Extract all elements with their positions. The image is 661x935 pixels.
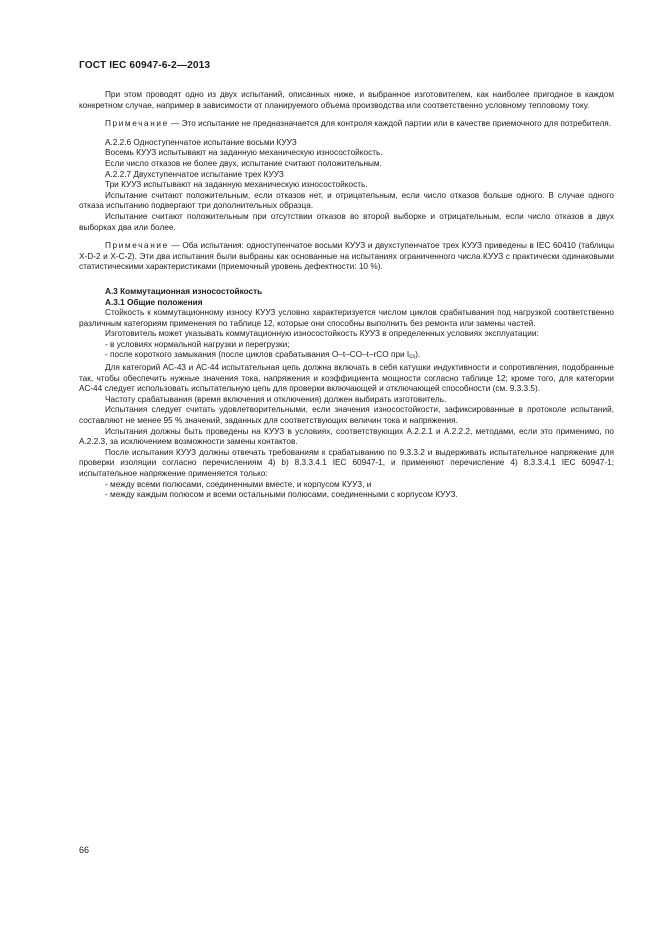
- section-heading: А.2.2.6 Одноступенчатое испытание восьми КУУЗ: [105, 137, 297, 147]
- paragraph: При этом проводят одно из двух испытаний, описанных ниже, и выбранное изготовителем, как наиболее пригодное в каждом конкретном случае, например в зависимости от планируемого объема производства или соответственно условному тепловому току.: [79, 90, 614, 110]
- note-label: Примечание: [105, 119, 169, 129]
- note: [79, 119, 614, 130]
- document-body: [79, 90, 614, 501]
- paragraph: Испытание считают положительным, если отказов нет, и отрицательным, если число отказов больше одного. В случае одного отказа испытанию подвергают три дополнительных образца.: [79, 190, 614, 211]
- section-heading: А.2.2.7 Двухступенчатое испытание трех КУУЗ: [105, 169, 284, 179]
- paragraph: Частоту срабатывания (время включения и отключения) должен выбирать изготовитель.: [105, 394, 447, 404]
- section-title: А.3 Коммутационная износостойкость: [105, 286, 263, 296]
- paragraph: Стойкость к коммутационному износу КУУЗ условно характеризуется числом циклов срабатывания под нагрузкой соответственно различным категориям применения по таблице 12, которые они способны выполнить без ремонта или замены частей.: [79, 308, 614, 328]
- page-number: 66: [79, 845, 90, 855]
- note: [79, 241, 614, 273]
- paragraph: Испытания следует считать удовлетворительными, если значения износостойкости, зафиксированные в протоколе испытаний, составляют не менее 95 % значений, заданных для соответствующих величин тока и напряжения.: [79, 405, 614, 426]
- paragraph: Для категорий АС-43 и АС-44 испытательная цепь должна включать в себя катушки индуктивности и сопротивления, подобранные так, чтобы обеспечить нужные значения тока, напряжения и коэффициента мощности согласно таблице 12; кроме того, для категории АС-44 следует использовать испытательную цепь для проверки включающей и отключающей способности (см. 9.3.3.5).: [79, 363, 614, 394]
- list-item: - после короткого замыкания (после циклов срабатывания O–t–CO–t–rCO при $I_{cs}$).: [105, 350, 421, 361]
- paragraph: Три КУУЗ испытывают на заданную механическую износостойкость.: [105, 180, 368, 190]
- paragraph: Восемь КУУЗ испытывают на заданную механическую износостойкость.: [105, 148, 383, 158]
- list-item: - в условиях нормальной нагрузки и перегрузки;: [105, 339, 290, 349]
- paragraph: После испытания КУУЗ должны отвечать требованиям к срабатыванию по 9.3.3.2 и выдерживать испытательное напряжение для проверки изоляции согласно перечислениям 4) b) 8.3.3.4.1 IEC 60947-1, и применяют перечисление 4) 8.3.3.4.1 IEC 60947-1; испытательное напряжение применяется только:: [79, 447, 614, 478]
- note-text: — Оба испытания: одноступенчатое восьми КУУЗ и двухступенчатое трех КУУЗ приведены в IEC 60410 (таблицы X-D-2 и X-C-2). Эти два испытания были выбраны как основанные на испытаниях ограниченного числа КУУЗ с практически одинаковыми статистическими характеристиками (приемочный уровень дефектности: 10 %).: [79, 241, 614, 272]
- paragraph: Испытания должны быть проведены на КУУЗ в условиях, соответствующих А.2.2.1 и А.2.2.2, методами, если это применимо, по А.2.2.3, за исключением возможности замены контактов.: [79, 426, 614, 447]
- list-item: - между всеми полюсами, соединенными вместе, и корпусом КУУЗ, и: [105, 479, 372, 489]
- note-label: Примечание: [105, 241, 169, 251]
- document-header: ГОСТ IEC 60947-6-2—2013: [79, 60, 211, 71]
- paragraph: Изготовитель может указывать коммутационную износостойкость КУУЗ в определенных условиях эксплуатации:: [105, 329, 539, 339]
- paragraph: Если число отказов не более двух, испытание считают положительным.: [105, 158, 382, 168]
- note-text: — Это испытание не предназначается для контроля каждой партии или в качестве приемочного для потребителя.: [168, 119, 612, 129]
- list-item: - между каждым полюсом и всеми остальными полюсами, соединенными с корпусом КУУЗ.: [105, 490, 458, 500]
- subsection-title: А.3.1 Общие положения: [105, 297, 203, 307]
- paragraph: Испытание считают положительным при отсутствии отказов во второй выборке и отрицательным, если число отказов в двух выборках два или более.: [79, 211, 614, 232]
